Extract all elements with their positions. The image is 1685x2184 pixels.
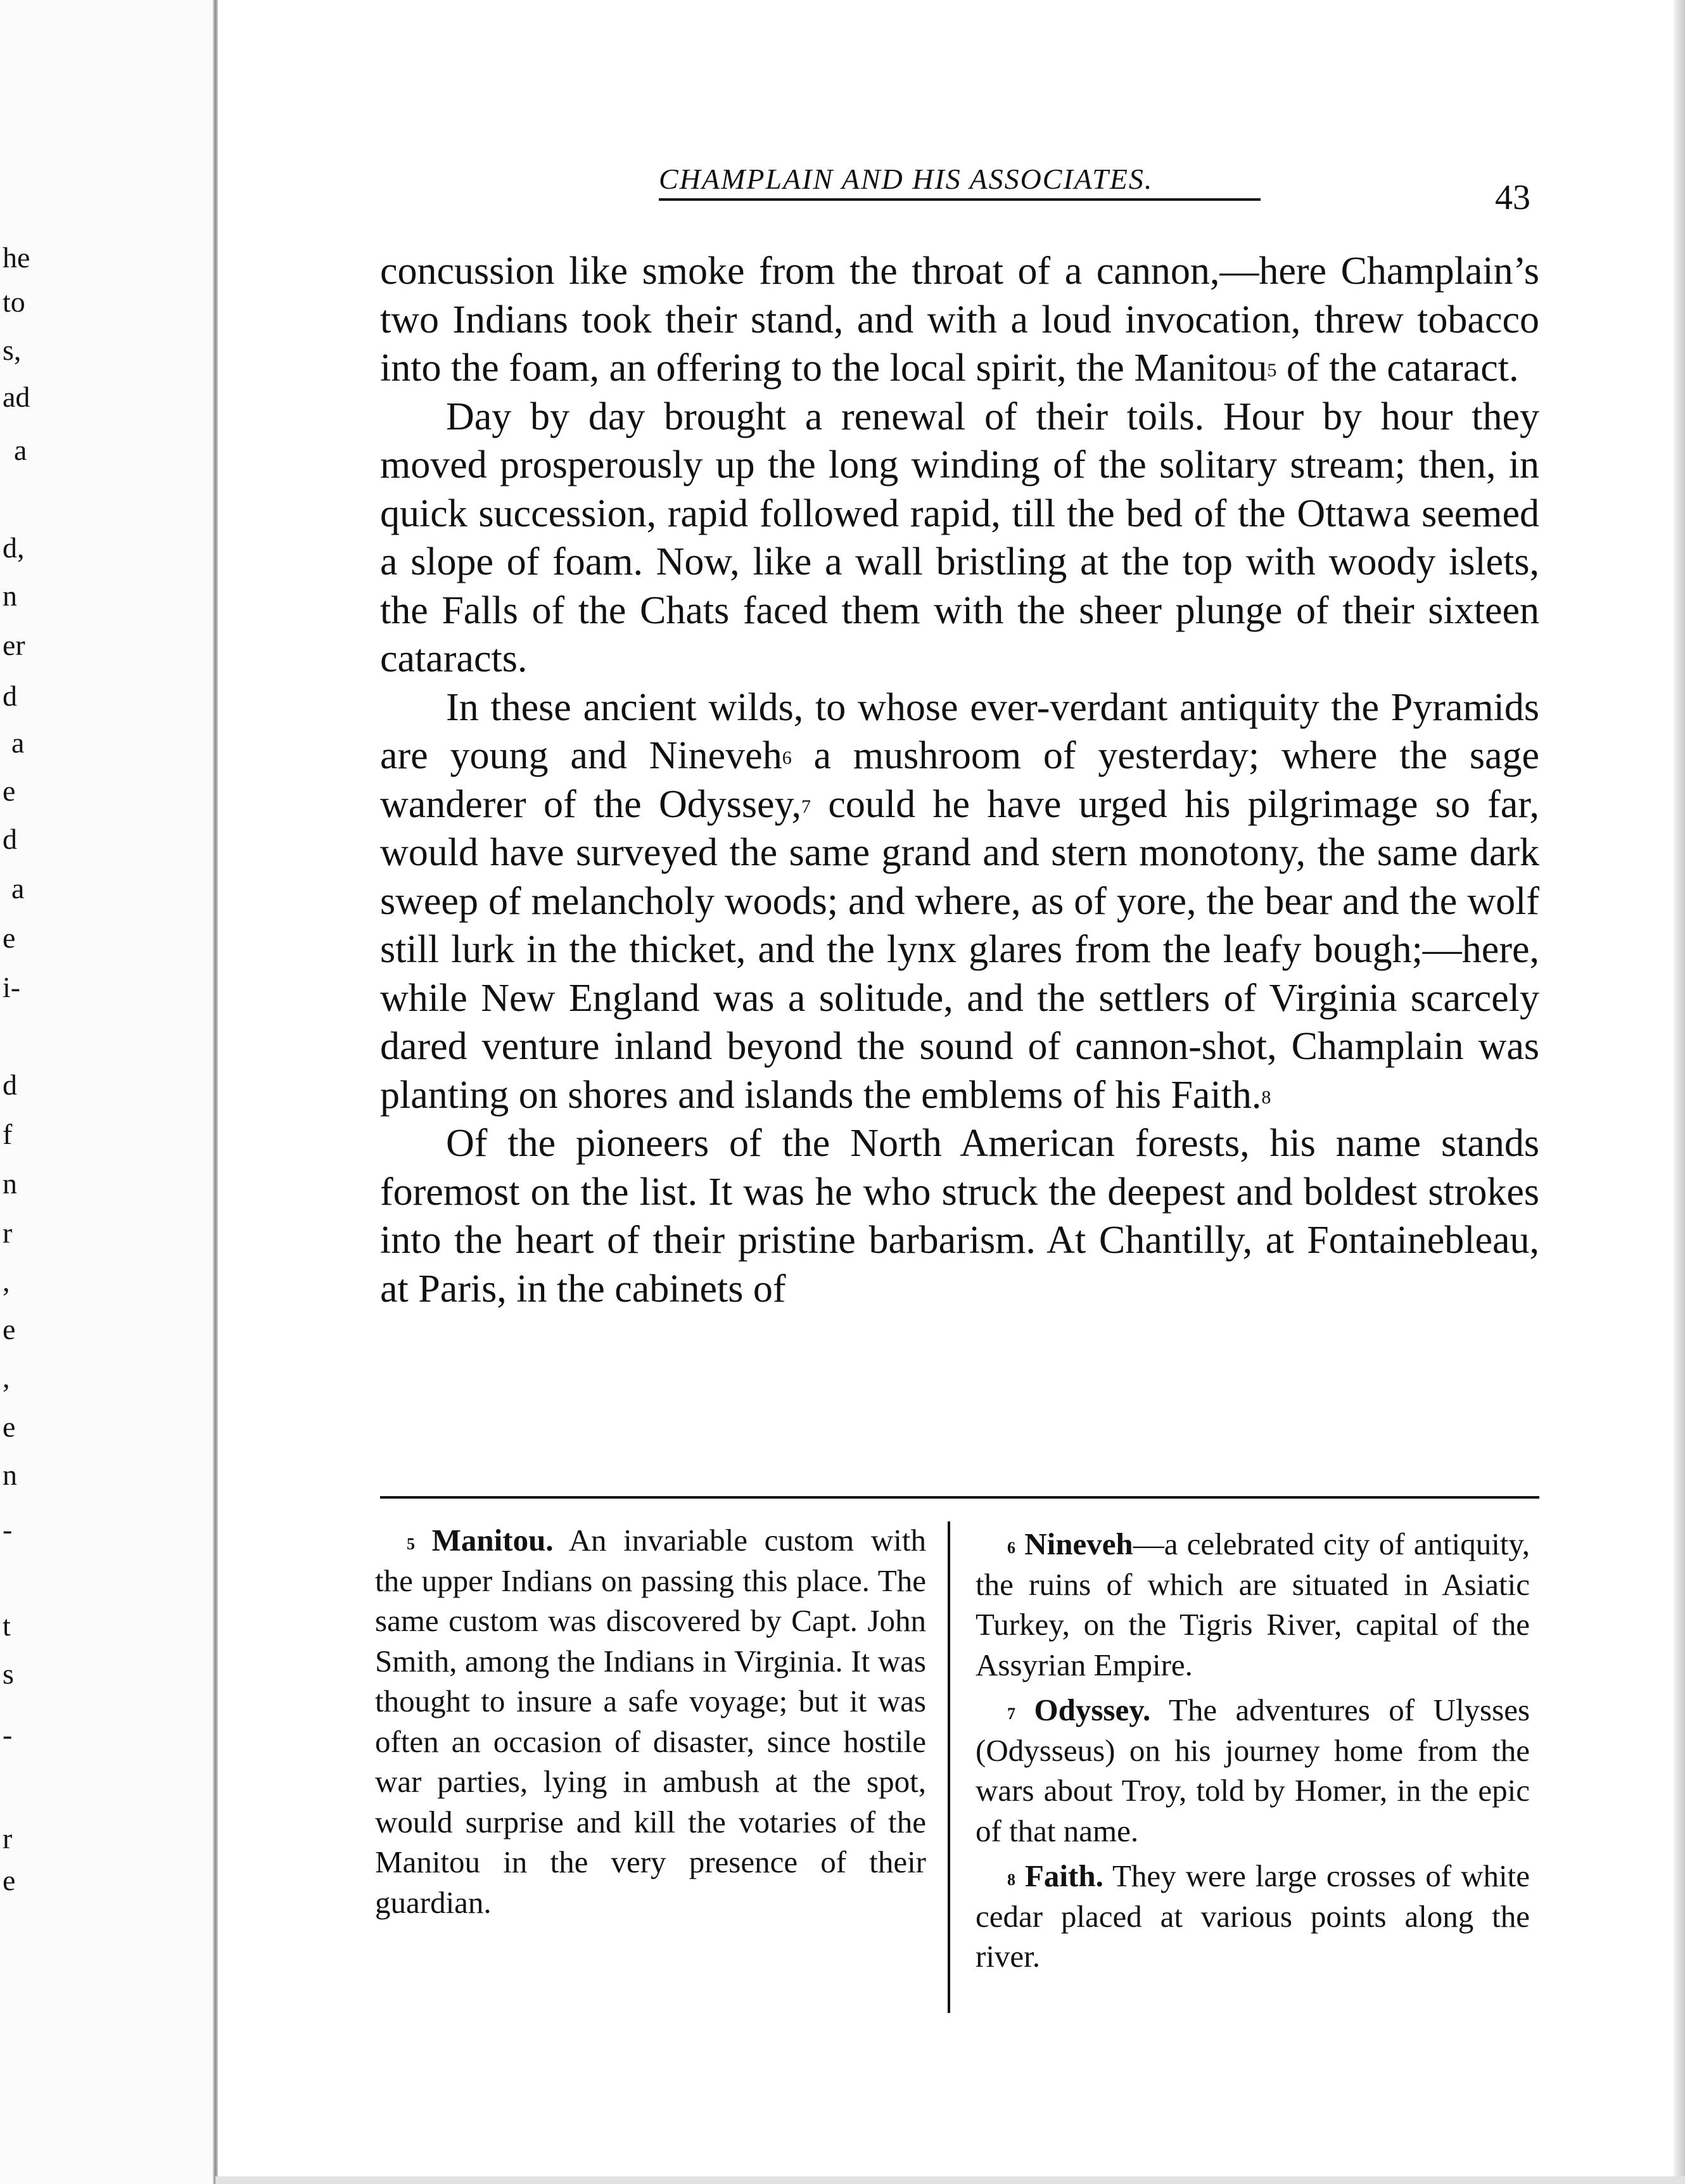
- footnote-column-divider: [948, 1521, 950, 2013]
- footnote-number: 5: [407, 1535, 415, 1553]
- footnote-number: 6: [1007, 1539, 1015, 1557]
- paragraph: Of the pioneers of the North American forests, his name stands foremost on the list. It was he who struck the deepest and boldest strokes into the heart of their pristine barbarism. At Chantilly, at Fontainebleau, at Paris, in the cabinets of: [380, 1122, 1539, 1311]
- margin-fragment: n: [3, 1167, 17, 1200]
- margin-fragment: i-: [3, 971, 21, 1003]
- footnote-text: —a celebrated city of antiquity, the ruins of which are situated in Asiatic Turkey, on the Tigris River, capital of the Assyrian Empire.: [976, 1527, 1530, 1682]
- margin-fragment: er: [3, 629, 25, 661]
- paragraph-text: of the cataract.: [1276, 346, 1519, 390]
- footnote-heading: Nineveh: [1024, 1527, 1133, 1561]
- footnote-heading: Odyssey.: [1034, 1692, 1151, 1727]
- facing-page-margin: [0, 0, 215, 2184]
- margin-fragment: e: [3, 775, 16, 807]
- margin-fragment: n: [3, 580, 17, 612]
- footnote-5: [375, 1520, 926, 1922]
- footnotes-left-column: [375, 1520, 926, 1927]
- margin-fragment: a: [14, 434, 27, 466]
- margin-fragment: to: [3, 286, 25, 318]
- footnotes-right-column: [976, 1524, 1530, 1982]
- margin-fragment: ad: [3, 381, 30, 413]
- margin-fragment: f: [3, 1118, 13, 1150]
- paragraph: [380, 683, 1539, 1120]
- margin-fragment: ,: [3, 1265, 10, 1297]
- margin-fragment: r: [3, 1822, 13, 1855]
- paragraph-text: could he have urged his pilgrimage so far, would have surveyed the same grand and stern monotony, the same dark sweep of melancholy woods; and where, as of yore, the bear and the wolf still lurk in the thicket, and the lynx glares from the leafy bough;—here, while New England was a solitude, and the settlers of Virginia scarcely dared venture inland beyond the sound of cannon-shot, Champlain was planting on shores and islands the emblems of his Faith.: [380, 782, 1539, 1117]
- margin-fragment: d: [3, 680, 17, 712]
- margin-fragment: d,: [3, 531, 25, 564]
- footnote-number: 7: [1007, 1705, 1015, 1723]
- margin-fragment: r: [3, 1217, 13, 1249]
- paragraph-text: a mushroom of yesterday; where the sage wanderer of the Odyssey,: [380, 734, 1539, 826]
- footnote-text: An invariable custom with the upper Indians on passing this place. The same custom was discovered by Capt. John Smith, among the Indians in Virginia. It was thought to insure a safe voyage; but it was often an occasion of disaster, since hostile war parties, lying in ambush at the spot, would surprise and kill the votaries of the Manitou in the very presence of their guardian.: [375, 1523, 927, 1920]
- main-text: [380, 247, 1539, 1313]
- margin-fragment: a: [11, 872, 25, 905]
- margin-fragment: e: [3, 1313, 16, 1345]
- margin-fragment: e: [3, 922, 16, 954]
- footnote-ref: 5: [1267, 360, 1277, 381]
- footnote-6: [976, 1524, 1530, 1685]
- page-bottom-edge: [215, 2176, 1685, 2184]
- footnote-ref: 8: [1261, 1086, 1271, 1108]
- margin-fragment: a: [11, 727, 25, 759]
- footnote-heading: Manitou.: [431, 1523, 554, 1558]
- paragraph: Day by day brought a renewal of their toils. Hour by hour they moved prosperously up the long winding of the solitary stream; then, in quick succession, rapid followed rapid, till the bed of the Ottawa seemed a slope of foam. Now, like a wall bristling at the top with woody islets, the Falls of the Chats faced them with the sheer plunge of their sixteen cataracts.: [380, 395, 1539, 680]
- footnote-7: [976, 1690, 1530, 1851]
- footnote-text: They were large crosses of white cedar placed at various points along the river.: [976, 1858, 1530, 1974]
- margin-fragment: n: [3, 1459, 17, 1491]
- margin-fragment: s: [3, 1658, 14, 1690]
- margin-fragment: e: [3, 1411, 16, 1443]
- margin-fragment: he: [3, 241, 30, 274]
- footnote-ref: 6: [782, 747, 792, 768]
- margin-fragment: -: [3, 1513, 13, 1546]
- margin-fragment: ,: [3, 1361, 10, 1394]
- footnote-rule: [380, 1496, 1539, 1499]
- book-gutter: [213, 0, 218, 2184]
- facing-page-fragments: [0, 0, 209, 2184]
- paragraph-text: concussion like smoke from the throat of a cannon,—here Champlain’s two Indians took their stand, and with a loud invocation, threw tobacco into the foam, an offering to the local spirit, the Manitou: [380, 250, 1539, 390]
- paragraph: [380, 247, 1539, 393]
- footnote-ref: 7: [801, 796, 811, 817]
- footnote-8: [976, 1856, 1530, 1977]
- page-edge: [1674, 0, 1685, 2184]
- margin-fragment: s,: [3, 334, 22, 366]
- page-number: 43: [1495, 178, 1530, 217]
- margin-fragment: t: [3, 1609, 11, 1642]
- margin-fragment: -: [3, 1718, 13, 1751]
- margin-fragment: d: [3, 1069, 17, 1101]
- margin-fragment: d: [3, 823, 17, 855]
- footnote-number: 8: [1007, 1870, 1015, 1889]
- margin-fragment: e: [3, 1864, 16, 1896]
- paragraph-text: In these ancient wilds, to whose ever-verdant antiquity the Pyramids are young and Nineveh: [380, 685, 1539, 777]
- running-title: CHAMPLAIN AND HIS ASSOCIATES.: [659, 162, 1261, 201]
- footnote-heading: Faith.: [1024, 1858, 1103, 1893]
- footnote-text: The adventures of Ulysses (Odysseus) on his journey home from the wars about Troy, told by Homer, in the epic of that name.: [976, 1692, 1530, 1848]
